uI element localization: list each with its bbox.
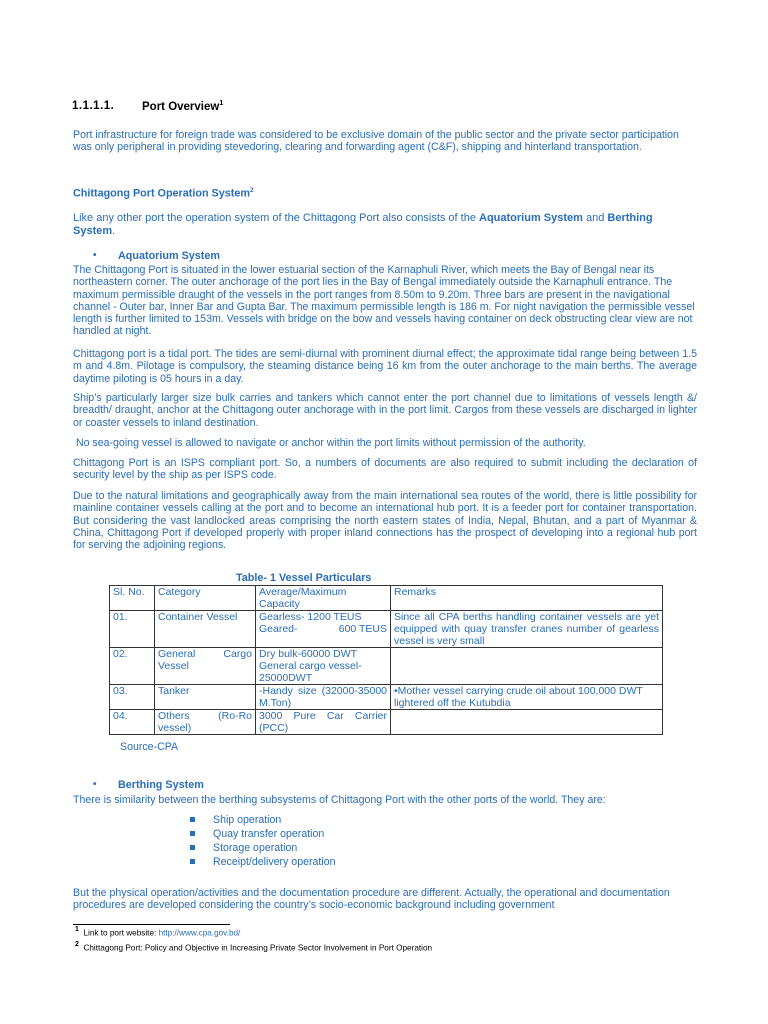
header-capacity: Average/Maximum Capacity — [256, 586, 391, 611]
aquatorium-paragraph-2: Chittagong port is a tidal port. The tides are semi-diurnal with prominent diurnal effect; the approximate tidal range being between 1.5 m and 4.8m. Pilotage is compulsory, the steaming distance being 16 km from the outer anchorage to the main berths. The average daytime piloting is 05 hours in a day. — [73, 348, 697, 385]
operation-system-title-text: Chittagong Port Operation System — [73, 187, 250, 200]
footnote-1 — [75, 927, 240, 938]
capacity-label: Geared- — [259, 623, 298, 635]
cell-sl: 04. — [110, 710, 155, 735]
footnote-divider — [73, 924, 230, 925]
header-sl: Sl. No. — [110, 586, 155, 611]
capacity-line — [259, 623, 387, 635]
list-item — [190, 841, 336, 855]
list-item-text: Storage operation — [213, 842, 298, 854]
operation-system-paragraph — [73, 212, 697, 238]
cell-remarks — [391, 648, 663, 685]
cell-remarks — [391, 710, 663, 735]
cell-category: Tanker — [155, 685, 256, 710]
berthing-title: Berthing System — [118, 779, 204, 791]
capacity-line: Gearless- 1200 TEUS — [259, 611, 362, 623]
bullet-icon: • — [93, 250, 97, 261]
table-header-row — [110, 586, 663, 611]
section-heading — [72, 100, 224, 113]
category-word: Cargo — [223, 648, 252, 660]
berthing-list — [190, 813, 336, 869]
list-item-text: Quay transfer operation — [213, 828, 325, 840]
table-row — [110, 685, 663, 710]
header-category: Category — [155, 586, 256, 611]
table-row — [110, 611, 663, 648]
footnote-ref-1[interactable]: 1 — [219, 100, 224, 107]
cell-remarks: •Mother vessel carrying crude oil about 100,000 DWT lightered off the Kutubdia — [391, 685, 663, 710]
cell-category: Container Vessel — [155, 611, 256, 648]
table-source: Source-CPA — [120, 741, 179, 753]
capacity-line: General cargo vessel- 25000DWT — [259, 660, 362, 684]
footnote-1-text: Link to port website: — [83, 928, 159, 938]
square-bullet-icon — [190, 845, 195, 850]
capacity-value: 600 TEUS — [338, 623, 387, 635]
aquatorium-paragraph-6: Due to the natural limitations and geographically away from the main international sea routes of the world, there is little possibility for mainline container vessels calling at the port and to become an international hub port. It is a feeder port for container transportation. But considering the vast landlocked areas comprising the north eastern states of India, Nepal, Bhutan, and a part of Myanmar & China, Chittagong Port if developed properly with proper inland connections has the prospect of developing into a regional hub port for serving the adjoining regions. — [73, 490, 697, 552]
aquatorium-heading — [93, 250, 220, 262]
cell-capacity — [256, 648, 391, 685]
aquatorium-paragraph-4: No sea-going vessel is allowed to navigate or anchor within the port limits without permission of the authority. — [73, 437, 586, 449]
berthing-closing-paragraph: But the physical operation/activities and the documentation procedure are different. Actually, the operational and documentation procedures are developed considering the country’s socio-economic background including government — [73, 887, 670, 912]
cell-sl: 01. — [110, 611, 155, 648]
cell-category — [155, 648, 256, 685]
aquatorium-paragraph-3: Ship’s particularly larger size bulk carries and tankers which cannot enter the port channel due to limitations of vessels length &/ breadth/ draught, anchor at the Chittagong outer anchorage with in the port limit. Cargos from these vessels are discharged in lighter or coaster vessels to inland destination. — [73, 392, 697, 429]
vessel-particulars-table — [109, 585, 663, 735]
square-bullet-icon — [190, 831, 195, 836]
list-item — [190, 855, 336, 869]
category-word: General — [158, 648, 196, 660]
footnote-2-text: Chittagong Port: Policy and Objective in Increasing Private Sector Involvement in Port Operation — [83, 943, 433, 953]
footnote-2 — [75, 942, 432, 953]
berthing-heading — [93, 779, 204, 791]
os-bold-aquatorium: Aquatorium System — [479, 212, 583, 224]
section-number: 1.1.1.1. — [72, 100, 115, 112]
port-website-link[interactable]: http://www.cpa.gov.bd/ — [158, 928, 241, 938]
aquatorium-paragraph-1: The Chittagong Port is situated in the lower estuarial section of the Karnaphuli River, which meets the Bay of Bengal near its northeastern corner. The outer anchorage of the port lies in the Bay of Bengal immediately outside the Karnaphuli entrance. The maximum permissible draught of the vessels in the port ranges from 8.50m to 9.20m. Three bars are present in the navigational channel - Outer bar, Inner Bar and Gupta Bar. The maximum permissible length is 186 m. For night navigation the permissible vessel length is further limited to 153m. Vessels with bridge on the bow and vessels having container on deck obstructing clear view are not handled at night. — [73, 264, 695, 338]
operation-system-title — [73, 187, 254, 200]
table-caption: Table- 1 Vessel Particulars — [236, 572, 372, 584]
cell-capacity: -Handy size (32000-35000 M.Ton) — [256, 685, 391, 710]
table-row — [110, 648, 663, 685]
section-title-text: Port Overview — [142, 100, 220, 113]
square-bullet-icon — [190, 817, 195, 822]
footnote-2-mark: 2 — [75, 941, 79, 948]
cell-remarks: Since all CPA berths handling container vessels are yet equipped with quay transfer cranes number of gearless vessel is very small — [391, 611, 663, 648]
cell-capacity — [256, 611, 391, 648]
list-item-text: Ship operation — [213, 814, 282, 826]
cell-category: Others (Ro-Ro vessel) — [155, 710, 256, 735]
os-bold-berthing: Berthing System — [73, 212, 653, 237]
square-bullet-icon — [190, 859, 195, 864]
header-remarks: Remarks — [391, 586, 663, 611]
cell-sl: 02. — [110, 648, 155, 685]
category-line — [158, 648, 252, 660]
list-item — [190, 813, 336, 827]
os-text-3: . — [112, 225, 116, 237]
aquatorium-title: Aquatorium System — [118, 250, 220, 262]
footnote-1-mark: 1 — [75, 926, 79, 933]
list-item — [190, 827, 336, 841]
table-row — [110, 710, 663, 735]
os-text-1: Like any other port the operation system of the Chittagong Port also consists of the — [73, 212, 480, 224]
os-text-2: and — [582, 212, 608, 224]
section-title — [142, 100, 223, 113]
list-item-text: Receipt/delivery operation — [213, 856, 336, 868]
intro-paragraph: Port infrastructure for foreign trade was considered to be exclusive domain of the public sector and the private sector participation was only peripheral in providing stevedoring, clearing and forwarding agent (C&F), shipping and hinterland transportation. — [73, 129, 679, 154]
capacity-line: Dry bulk-60000 DWT — [259, 648, 358, 660]
berthing-intro: There is similarity between the berthing subsystems of Chittagong Port with the other ports of the world. They are: — [73, 794, 606, 806]
category-line: Vessel — [158, 660, 189, 672]
bullet-icon: • — [93, 779, 97, 790]
footnote-ref-2[interactable]: 2 — [249, 187, 254, 194]
aquatorium-paragraph-5: Chittagong Port is an ISPS compliant port. So, a numbers of documents are also required to submit including the declaration of security level by the ship as per ISPS code. — [73, 457, 697, 482]
cell-sl: 03. — [110, 685, 155, 710]
cell-capacity: 3000 Pure Car Carrier (PCC) — [256, 710, 391, 735]
